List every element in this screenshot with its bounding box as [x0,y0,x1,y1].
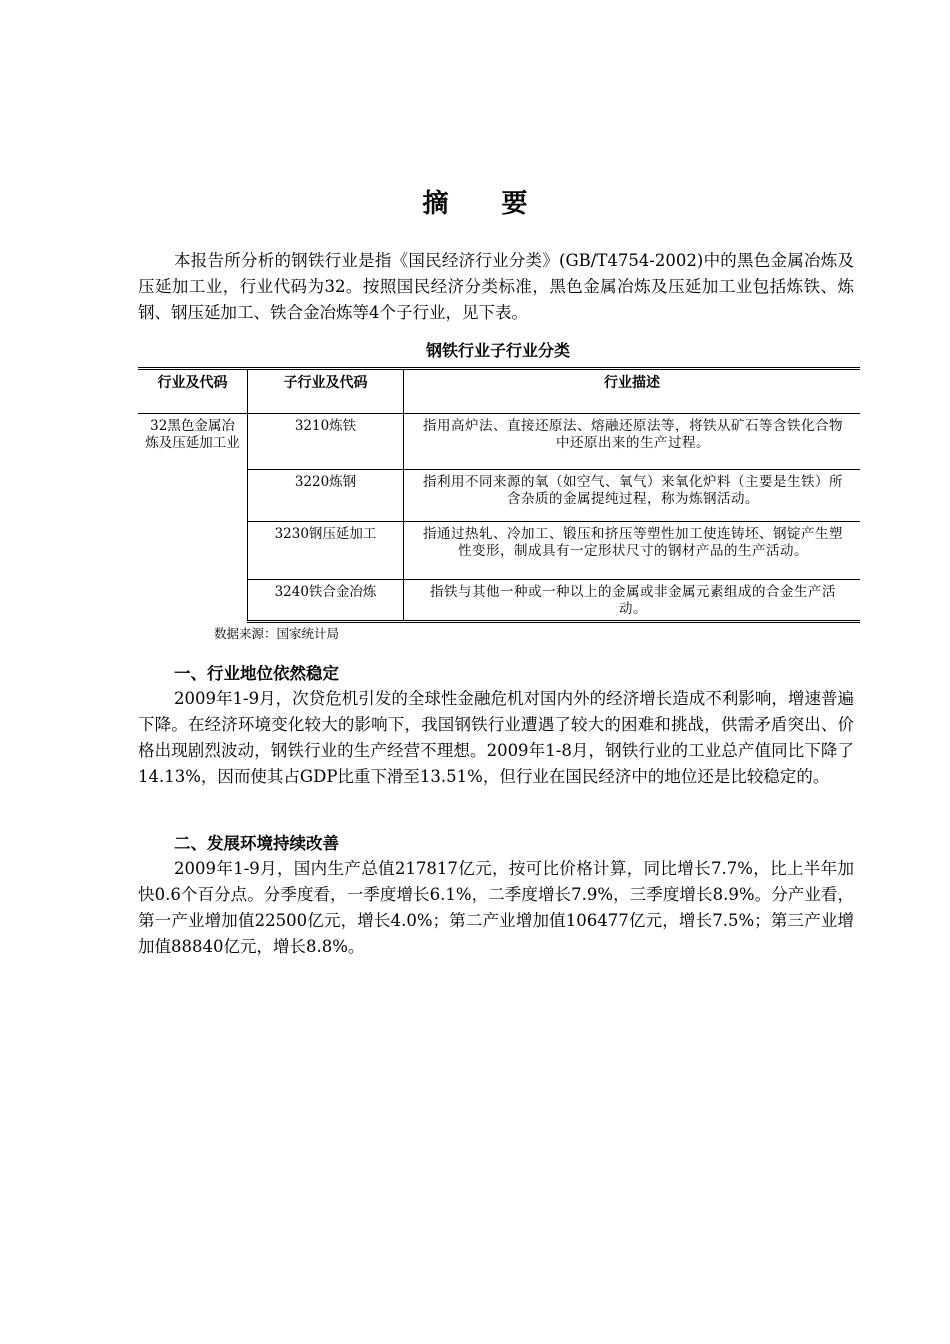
section-heading: 一、行业地位依然稳定 [174,664,339,683]
subsector-cell: 3240铁合金冶炼 [248,580,404,622]
subsector-table [138,367,860,623]
intro-paragraph: 本报告所分析的钢铁行业是指《国民经济行业分类》(GB/T4754-2002)中的黑色金属冶炼及压延加工业，行业代码为32。按照国民经济分类标准，黑色金属冶炼及压延加工业包括炼铁、炼钢、钢压延加工、铁合金冶炼等4个子行业，见下表。 [138,251,854,322]
table-header-row [138,369,860,414]
data-source-note: 数据来源：国家统计局 [214,626,340,641]
subsector-cell: 3210炼铁 [248,414,404,470]
header-industry-code: 行业及代码 [138,369,248,414]
description-cell: 指通过热轧、冷加工、锻压和挤压等塑性加工使连铸坯、钢锭产生塑性变形，制成具有一定形状尺寸的钢材产品的生产活动。 [404,522,861,580]
section-paragraph: 2009年1-9月，次贷危机引发的全球性金融危机对国内外的经济增长造成不利影响，增速普遍下降。在经济环境变化较大的影响下，我国钢铁行业遭遇了较大的困难和挑战，供需矛盾突出、价格出现剧烈波动，钢铁行业的生产经营不理想。2009年1-8月，钢铁行业的工业总产值同比下降了14.13%，因而使其占GDP比重下滑至13.51%，但行业在国民经济中的地位还是比较稳定的。 [138,689,854,786]
parent-industry-cell: 32黑色金属冶炼及压延加工业 [145,418,240,451]
page-title: 摘 要 [422,189,550,219]
subsector-cell: 3220炼钢 [248,470,404,522]
table-caption: 钢铁行业子行业分类 [425,341,570,360]
description-cell: 指用高炉法、直接还原法、熔融还原法等，将铁从矿石等含铁化合物中还原出来的生产过程。 [404,414,861,470]
header-subsector-code: 子行业及代码 [248,369,404,414]
table-row [138,414,860,470]
subsector-cell: 3230钢压延加工 [248,522,404,580]
description-cell: 指铁与其他一种或一种以上的金属或非金属元素组成的合金生产活动。 [404,580,861,622]
header-description: 行业描述 [404,369,861,414]
description-cell: 指利用不同来源的氧（如空气、氧气）来氧化炉料（主要是生铁）所含杂质的金属提纯过程，称为炼钢活动。 [404,470,861,522]
section-paragraph: 2009年1-9月，国内生产总值217817亿元，按可比价格计算，同比增长7.7%，比上半年加快0.6个百分点。分季度看，一季度增长6.1%，二季度增长7.9%，三季度增长8.9%。分产业看，第一产业增加值22500亿元，增长4.0%；第二产业增加值106477亿元，增长7.5%；第三产业增加值88840亿元，增长8.8%。 [138,859,854,956]
section-heading: 二、发展环境持续改善 [174,834,339,853]
